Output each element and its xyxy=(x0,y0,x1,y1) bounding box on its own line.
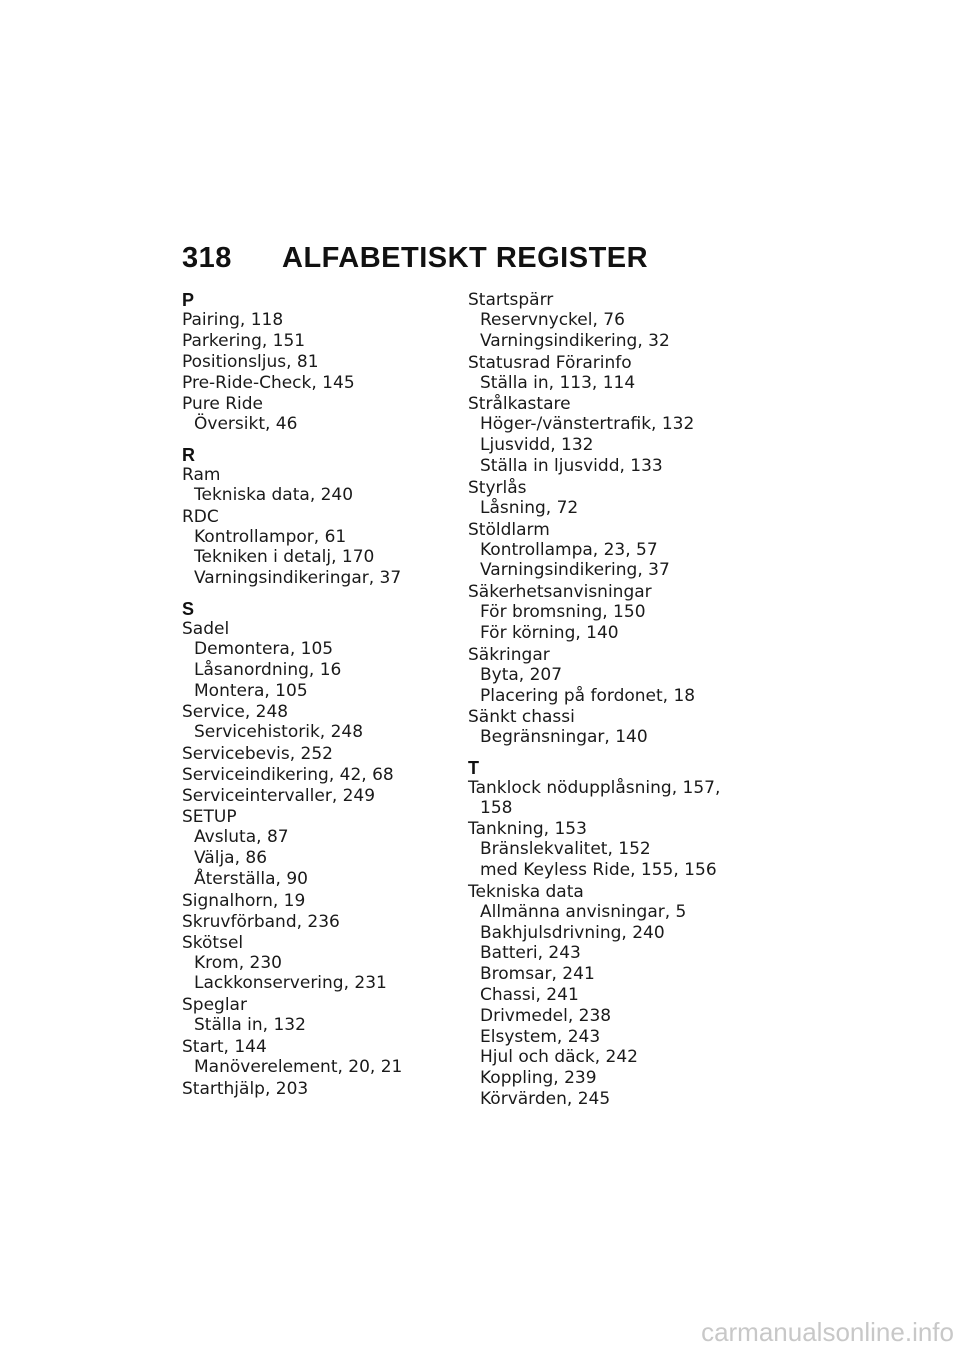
index-letter-t: T xyxy=(468,758,479,779)
index-entry xyxy=(468,881,758,1110)
entry-term: Säkringar xyxy=(468,644,550,665)
entry-term: Stöldlarm xyxy=(468,519,550,540)
entry-term: Tekniska data xyxy=(468,881,584,902)
index-entry xyxy=(182,351,462,372)
entry-subterm: Reservnyckel, 76 xyxy=(480,310,625,330)
index-entry xyxy=(182,1036,462,1078)
entry-subterm: Kontrollampa, 23, 57 xyxy=(480,539,658,560)
entry-subterm: Manöverelement, 20, 21 xyxy=(194,1056,403,1077)
entry-subterm: För körning, 140 xyxy=(480,622,619,643)
entry-term: Säkerhetsanvisningar xyxy=(468,582,652,603)
entry-continuation: 158 xyxy=(480,798,513,819)
index-entry xyxy=(182,764,462,785)
entry-subterm: För bromsning, 150 xyxy=(480,602,646,623)
entry-subterm: Byta, 207 xyxy=(480,664,563,685)
index-entry xyxy=(182,911,462,932)
entry-subterm: Koppling, 239 xyxy=(480,1068,597,1089)
entry-subterm: Elsystem, 243 xyxy=(480,1026,601,1047)
entry-term: Strålkastare xyxy=(468,394,571,415)
index-entry xyxy=(182,785,462,806)
entry-subterm: Bakhjulsdrivning, 240 xyxy=(480,922,665,943)
entry-term: Parkering, 151 xyxy=(182,331,306,351)
entry-term: Ram xyxy=(182,464,221,485)
entry-subterm: Ställa in, 132 xyxy=(194,1015,306,1036)
index-column-right xyxy=(468,290,758,1110)
entry-term: Serviceindikering, 42, 68 xyxy=(182,765,394,786)
index-entry xyxy=(468,706,758,748)
entry-subterm: Låsanordning, 16 xyxy=(194,659,342,680)
entry-term: SETUP xyxy=(182,807,237,828)
entry-subterm: Krom, 230 xyxy=(194,952,282,973)
entry-subterm: Begränsningar, 140 xyxy=(480,727,648,748)
entry-subterm: Låsning, 72 xyxy=(480,497,579,518)
index-entry xyxy=(182,310,462,330)
index-entry xyxy=(468,581,758,644)
entry-subterm: Kontrollampor, 61 xyxy=(194,526,347,547)
index-entry xyxy=(182,701,462,743)
entry-term: Skötsel xyxy=(182,932,244,953)
entry-subterm: Placering på fordonet, 18 xyxy=(480,685,696,706)
entry-subterm: Bränslekvalitet, 152 xyxy=(480,839,651,860)
entry-subterm: Servicehistorik, 248 xyxy=(194,722,364,743)
entry-term: Skruvförband, 236 xyxy=(182,911,340,932)
entry-term: Service, 248 xyxy=(182,702,289,723)
entry-subterm: Allmänna anvisningar, 5 xyxy=(480,901,687,922)
index-entry xyxy=(182,506,462,589)
index-entry xyxy=(182,330,462,351)
entry-term: RDC xyxy=(182,506,219,527)
entry-subterm: Höger-/vänstertrafik, 132 xyxy=(480,414,695,435)
page-header xyxy=(182,242,648,275)
entry-subterm: Drivmedel, 238 xyxy=(480,1005,612,1026)
index-column-left xyxy=(182,290,462,1099)
index-entry xyxy=(182,994,462,1036)
entry-term: Starthjälp, 203 xyxy=(182,1078,309,1099)
entry-term: Sänkt chassi xyxy=(468,707,575,728)
index-entry xyxy=(182,372,462,393)
entry-term: Startspärr xyxy=(468,290,554,310)
entry-subterm: Ställa in, 113, 114 xyxy=(480,372,636,393)
entry-subterm: Ljusvidd, 132 xyxy=(480,435,594,456)
entry-subterm: Varningsindikering, 37 xyxy=(480,560,670,581)
entry-subterm: Ställa in ljusvidd, 133 xyxy=(480,455,663,476)
index-entry xyxy=(468,477,758,519)
index-entry xyxy=(182,619,462,701)
page-number: 318 xyxy=(182,242,232,274)
index-entry xyxy=(182,393,462,435)
index-entry xyxy=(468,290,758,352)
entry-term: Pure Ride xyxy=(182,394,263,414)
entry-subterm: Hjul och däck, 242 xyxy=(480,1047,638,1068)
index-entry xyxy=(182,1078,462,1099)
entry-subterm: Montera, 105 xyxy=(194,680,308,701)
entry-term: Tankning, 153 xyxy=(468,819,587,840)
entry-subterm: Varningsindikering, 32 xyxy=(480,330,670,351)
watermark: carmanualsonline.info xyxy=(701,1317,954,1347)
index-entry xyxy=(468,352,758,394)
entry-subterm: Tekniska data, 240 xyxy=(194,484,354,505)
index-entry xyxy=(182,890,462,911)
index-letter-p: P xyxy=(182,290,195,310)
index-entry xyxy=(468,778,758,818)
entry-subterm: Lackkonservering, 231 xyxy=(194,973,387,994)
entry-term: Statusrad Förarinfo xyxy=(468,352,632,373)
entry-subterm: Avsluta, 87 xyxy=(194,827,289,848)
entry-term: Servicebevis, 252 xyxy=(182,744,333,765)
index-entry xyxy=(468,393,758,476)
index-entry xyxy=(182,806,462,889)
entry-term: Pre-Ride-Check, 145 xyxy=(182,373,355,393)
index-entry xyxy=(182,743,462,764)
entry-subterm: Översikt, 46 xyxy=(194,414,298,434)
entry-term: Styrlås xyxy=(468,477,527,498)
index-entry xyxy=(182,932,462,995)
entry-subterm: Välja, 86 xyxy=(194,847,268,868)
entry-term: Speglar xyxy=(182,995,247,1016)
entry-subterm: Batteri, 243 xyxy=(480,943,581,964)
entry-term: Signalhorn, 19 xyxy=(182,890,306,911)
entry-subterm: Återställa, 90 xyxy=(194,868,308,889)
entry-term: Pairing, 118 xyxy=(182,310,284,330)
entry-subterm: Chassi, 241 xyxy=(480,984,579,1005)
index-entry xyxy=(182,465,462,506)
entry-subterm: Tekniken i detalj, 170 xyxy=(194,547,375,568)
index-entry xyxy=(468,644,758,707)
entry-subterm: Demontera, 105 xyxy=(194,638,334,659)
entry-subterm: med Keyless Ride, 155, 156 xyxy=(480,859,717,880)
index-letter-r: R xyxy=(182,444,195,465)
index-entry xyxy=(468,519,758,582)
entry-subterm: Varningsindikeringar, 37 xyxy=(194,568,402,589)
entry-subterm: Körvärden, 245 xyxy=(480,1088,611,1109)
entry-term: Tanklock nödupplåsning, 157, xyxy=(468,778,721,799)
entry-subterm: Bromsar, 241 xyxy=(480,964,595,985)
entry-term: Positionsljus, 81 xyxy=(182,352,319,372)
entry-term: Start, 144 xyxy=(182,1036,267,1057)
entry-term: Sadel xyxy=(182,618,230,639)
page-title: ALFABETISKT REGISTER xyxy=(282,242,649,274)
entry-term: Serviceintervaller, 249 xyxy=(182,786,376,807)
index-letter-s: S xyxy=(182,598,195,619)
index-entry xyxy=(468,818,758,881)
